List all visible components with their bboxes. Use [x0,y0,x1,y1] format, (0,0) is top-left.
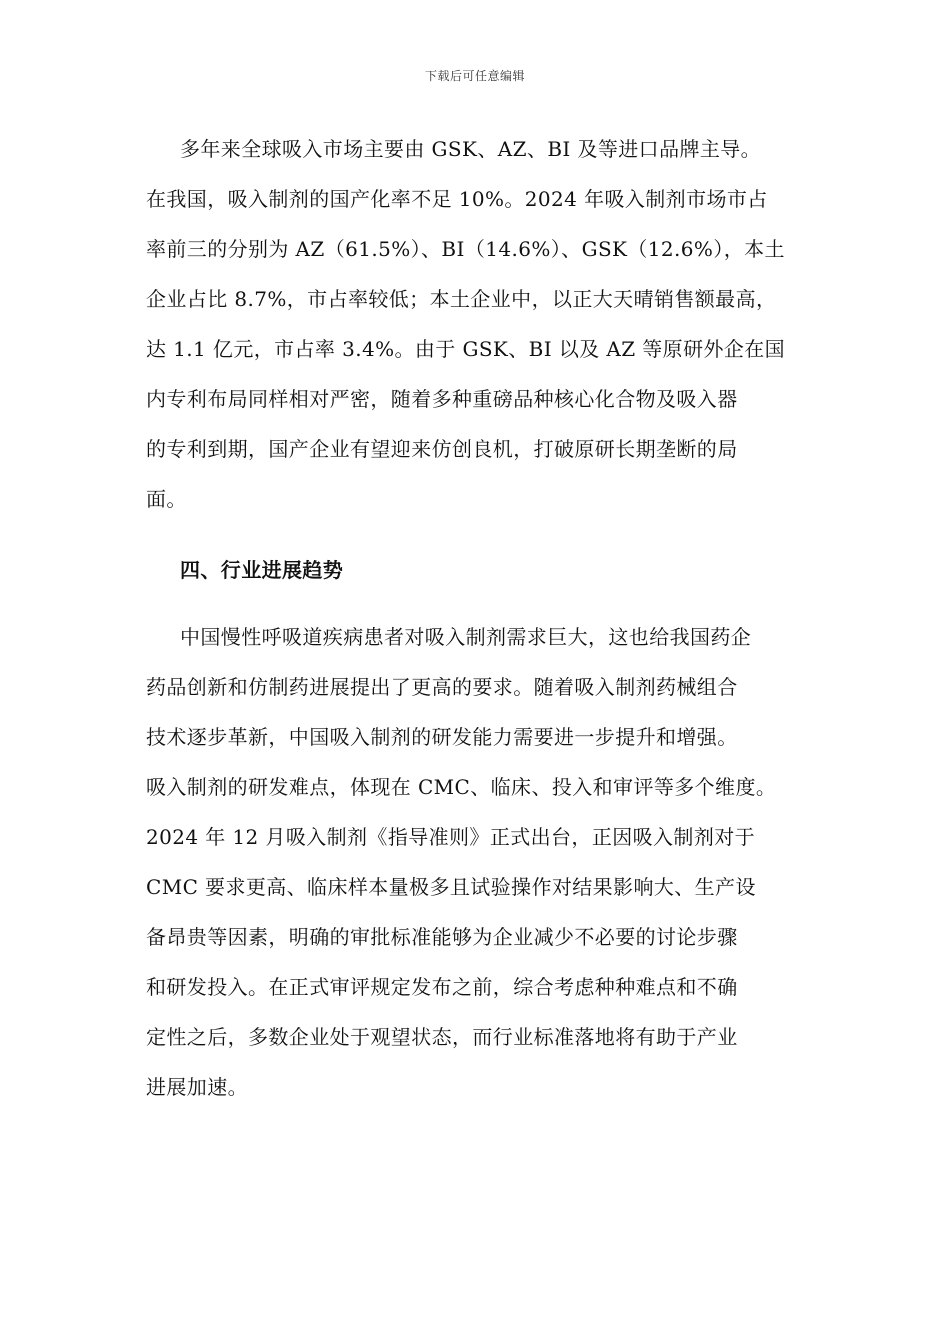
paragraph-line: 药品创新和仿制药进展提出了更高的要求。随着吸入制剂药械组合 [146,675,738,699]
paragraph-line: 率前三的分别为 AZ（61.5%）、BI（14.6%）、GSK（12.6%），本土 [146,237,785,261]
paragraph-line: 进展加速。 [146,1075,248,1099]
paragraph-line: 多年来全球吸入市场主要由 GSK、AZ、BI 及等进口品牌主导。 [180,137,762,161]
paragraph-line: 吸入制剂的研发难点，体现在 CMC、临床、投入和审评等多个维度。 [146,775,777,799]
paragraph-line: 中国慢性呼吸道疾病患者对吸入制剂需求巨大，这也给我国药企 [180,625,752,649]
paragraph-market-overview [146,124,818,524]
header-note: 下载后可任意编辑 [424,69,525,83]
paragraph-line: 达 1.1 亿元，市占率 3.4%。由于 GSK、BI 以及 AZ 等原研外企在国 [146,337,786,361]
paragraph-line: 面。 [146,487,187,511]
paragraph-line: 和研发投入。在正式审评规定发布之前，综合考虑种种难点和不确 [146,975,738,999]
paragraph-line: 定性之后，多数企业处于观望状态，而行业标准落地将有助于产业 [146,1025,738,1049]
paragraph-line: 内专利布局同样相对严密，随着多种重磅品种核心化合物及吸入器 [146,387,738,411]
paragraph-line: 的专利到期，国产企业有望迎来仿创良机，打破原研长期垄断的局 [146,437,738,461]
paragraph-line: 技术逐步革新，中国吸入制剂的研发能力需要进一步提升和增强。 [146,725,738,749]
section-heading-block [146,545,818,595]
paragraph-line: 企业占比 8.7%，市占率较低；本土企业中，以正大天晴销售额最高， [146,287,777,311]
paragraph-line: CMC 要求更高、临床样本量极多且试验操作对结果影响大、生产设 [146,875,756,899]
paragraph-line: 备昂贵等因素，明确的审批标准能够为企业减少不必要的讨论步骤 [146,925,738,949]
paragraph-line: 2024 年 12 月吸入制剂《指导准则》正式出台，正因吸入制剂对于 [146,825,756,849]
section-heading: 四、行业进展趋势 [180,558,344,582]
paragraph-industry-trend [146,612,818,1112]
paragraph-line: 在我国，吸入制剂的国产化率不足 10%。2024 年吸入制剂市场市占 [146,187,768,211]
